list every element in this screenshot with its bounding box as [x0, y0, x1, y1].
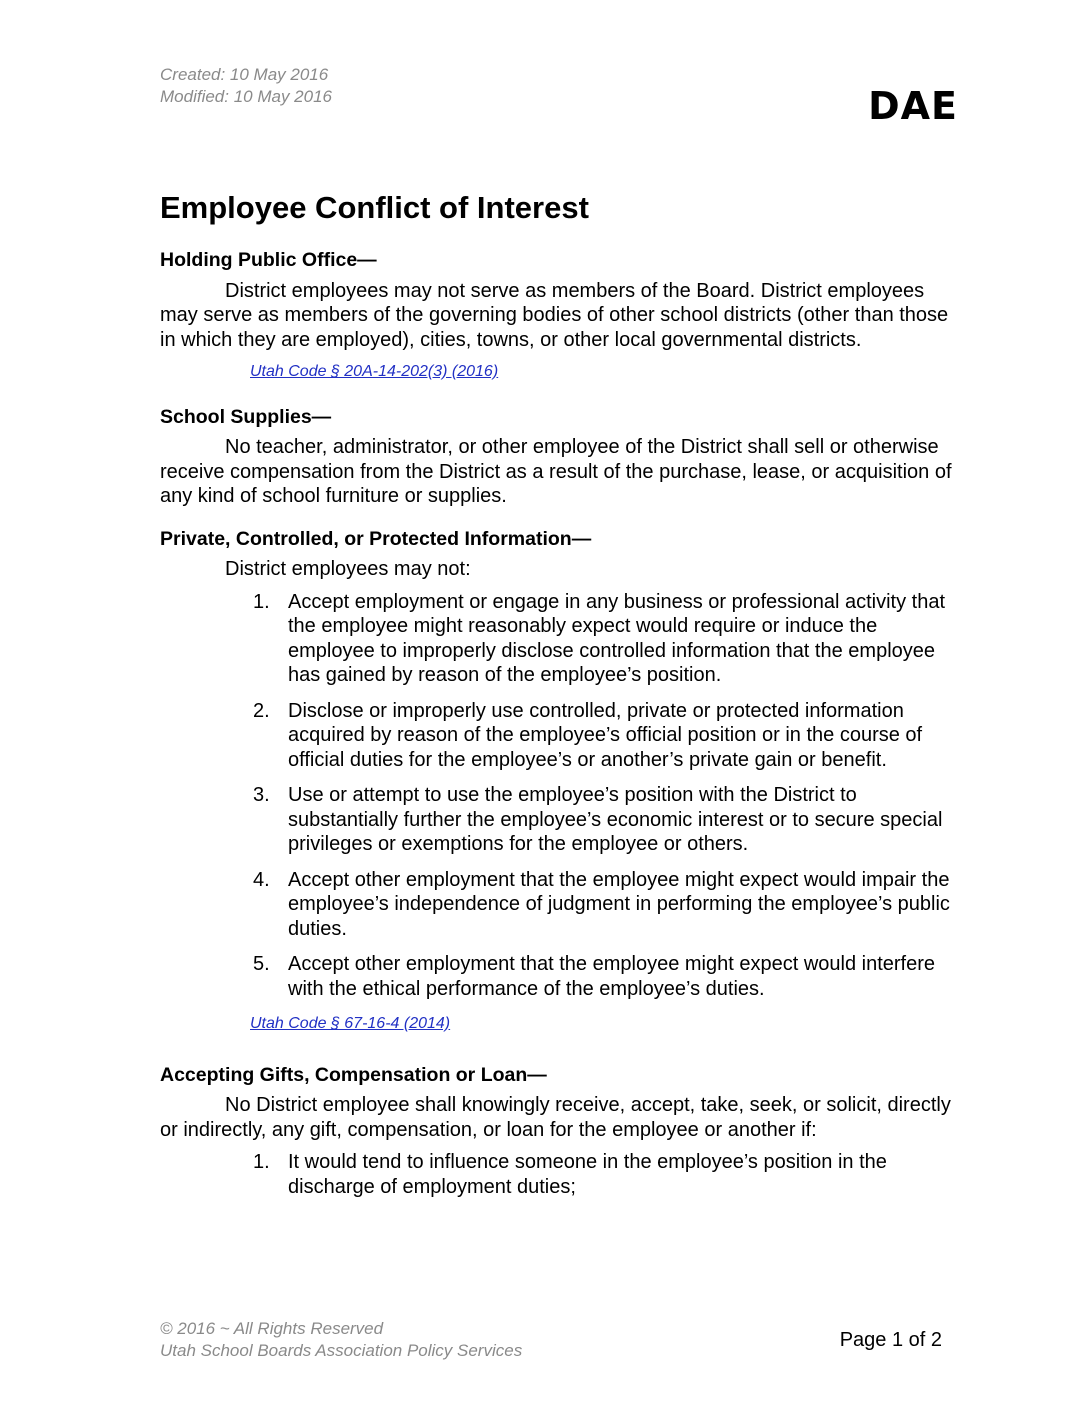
footer-copyright-block — [160, 1318, 522, 1362]
section-holding-public-office — [160, 248, 960, 385]
policy-code: DAE — [868, 84, 958, 128]
copyright-text: © 2016 ~ All Rights Reserved — [160, 1319, 384, 1338]
section-paragraph: District employees may not serve as members of the Board. District employees may serve as members of the governing bodies of other school districts (other than those in which they are employed), cities, towns, or other local governmental districts. — [160, 279, 949, 351]
list-item — [253, 868, 960, 942]
list-text: It would tend to influence someone in the employee’s position in the discharge of employment duties; — [288, 1151, 887, 1198]
list-number: 1. — [253, 590, 270, 613]
citation-link[interactable]: Utah Code § 20A-14-202(3) (2016) — [250, 363, 499, 380]
list-number: 5. — [253, 953, 270, 975]
list-item — [253, 783, 960, 857]
list-text: Accept employment or engage in any business or professional activity that the employee might reasonably expect would require or induce the employee to improperly disclose controlled information that the employee has gained by reason of the employee’s position. — [288, 590, 946, 686]
list-item — [253, 590, 960, 688]
section-paragraph: No teacher, administrator, or other employee of the District shall sell or otherwise receive compensation from the District as a result of the purchase, lease, or acquisition of any kind of school furniture or supplies. — [160, 436, 952, 507]
document-metadata — [160, 64, 332, 108]
numbered-list — [160, 1150, 960, 1199]
modified-date: Modified: 10 May 2016 — [160, 87, 332, 106]
policy-body — [160, 248, 960, 1210]
section-paragraph: No District employee shall knowingly receive, accept, take, seek, or solicit, directly or indirectly, any gift, compensation, or loan for the employee or another if: — [160, 1094, 951, 1141]
list-text: Use or attempt to use the employee’s position with the District to substantially further the employee’s economic interest or to secure special privileges or exemptions for the employee or others. — [288, 784, 943, 855]
publisher-text: Utah School Boards Association Policy Services — [160, 1341, 523, 1360]
section-heading: Private, Controlled, or Protected Information— — [160, 527, 592, 550]
list-number: 1. — [253, 1151, 270, 1173]
page-number: Page 1 of 2 — [839, 1329, 942, 1351]
section-heading: Accepting Gifts, Compensation or Loan— — [160, 1063, 547, 1086]
list-number: 2. — [253, 699, 270, 722]
page-title: Employee Conflict of Interest — [160, 190, 589, 225]
list-text: Accept other employment that the employee might expect would interfere with the ethical performance of the employee’s duties. — [288, 953, 936, 1000]
section-heading: School Supplies— — [160, 405, 332, 428]
list-number: 4. — [253, 868, 270, 891]
list-item — [253, 952, 960, 1001]
list-number: 3. — [253, 784, 270, 806]
section-lead: District employees may not: — [225, 558, 471, 580]
section-protected-information — [160, 527, 960, 1037]
list-text: Accept other employment that the employee might expect would impair the employee’s independence of judgment in performing the employee’s public duties. — [288, 868, 950, 940]
numbered-list — [160, 590, 960, 1002]
list-item — [253, 699, 960, 773]
created-date: Created: 10 May 2016 — [160, 65, 329, 84]
section-gifts-compensation-loan — [160, 1063, 960, 1200]
list-item — [253, 1150, 960, 1199]
list-text: Disclose or improperly use controlled, private or protected information acquired by reason of the employee’s official position or in the course of official duties for the employee’s or another’s private gain or benefit. — [288, 699, 923, 771]
citation-link[interactable]: Utah Code § 67-16-4 (2014) — [250, 1015, 451, 1032]
section-heading: Holding Public Office— — [160, 249, 377, 271]
section-school-supplies — [160, 405, 960, 509]
